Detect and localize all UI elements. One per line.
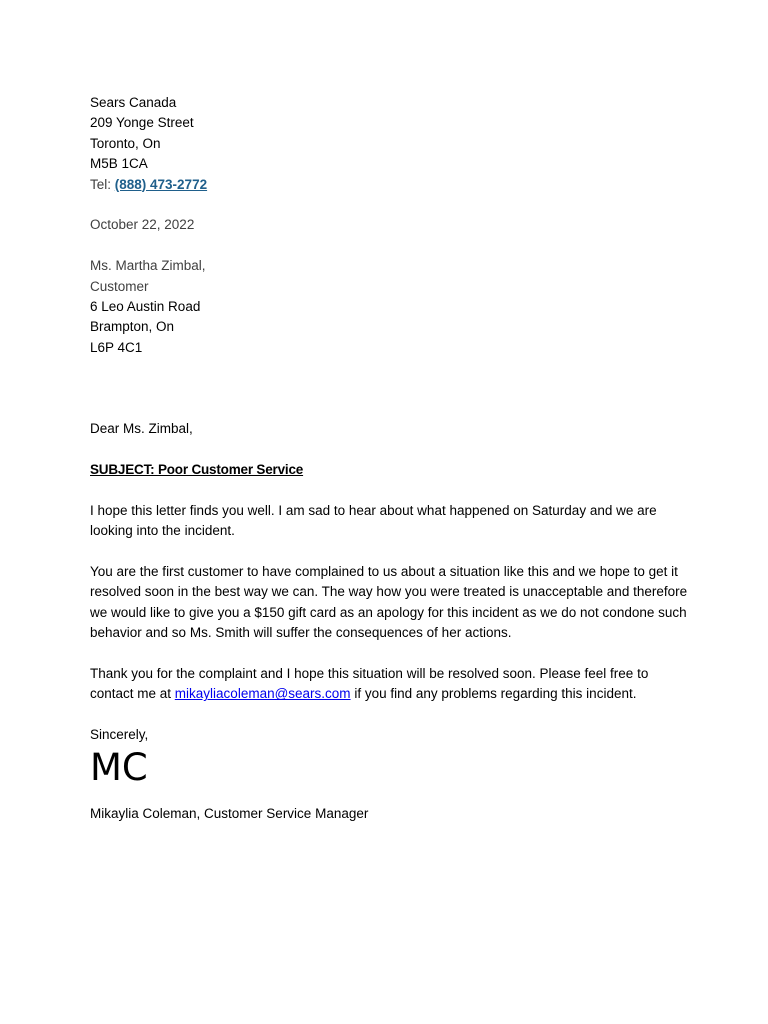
recipient-role: Customer [90, 278, 149, 294]
paragraph-3 [90, 664, 690, 705]
sender-city: Toronto, On [90, 135, 161, 151]
paragraph-3-before: Thank you for the complaint and I hope this situation will be resolved soon. Please feel free to contact me at [90, 666, 649, 702]
sender-address [90, 93, 690, 195]
recipient-name: Ms. Martha Zimbal, [90, 258, 206, 274]
paragraph-2: You are the first customer to have complained to us about a situation like this and we hope to get it resolved soon in the best way we can. The way how you were treated is unacceptable and therefore we would like to give you a $150 gift card as an apology for this incident as we do not condone such behavior and so Ms. Smith will suffer the consequences of her actions. [90, 564, 688, 641]
paragraph-3-after: if you find any problems regarding this incident. [350, 686, 637, 702]
letter-date: October 22, 2022 [90, 217, 195, 233]
sender-tel [90, 175, 690, 195]
recipient-address [90, 256, 690, 358]
subject-line: SUBJECT: Poor Customer Service [90, 462, 304, 478]
email-link[interactable]: mikayliacoleman@sears.com [174, 686, 351, 702]
tel-label: Tel: [90, 176, 115, 192]
sender-company: Sears Canada [90, 95, 177, 110]
salutation: Dear Ms. Zimbal, [90, 421, 193, 437]
paragraph-1: I hope this letter finds you well. I am sad to hear about what happened on Saturday and we are looking into the incident. [90, 502, 657, 539]
signature-initials: MC [90, 745, 148, 789]
letter [90, 93, 690, 824]
recipient-postal: L6P 4C1 [90, 339, 143, 355]
recipient-street: 6 Leo Austin Road [90, 299, 201, 315]
tel-link[interactable]: (888) 473-2772 [114, 176, 208, 192]
sender-street: 209 Yonge Street [90, 115, 194, 131]
recipient-city: Brampton, On [90, 319, 175, 335]
signature-line: Mikaylia Coleman, Customer Service Manager [90, 805, 369, 821]
sender-postal: M5B 1CA [90, 156, 148, 172]
closing: Sincerely, [90, 727, 149, 743]
